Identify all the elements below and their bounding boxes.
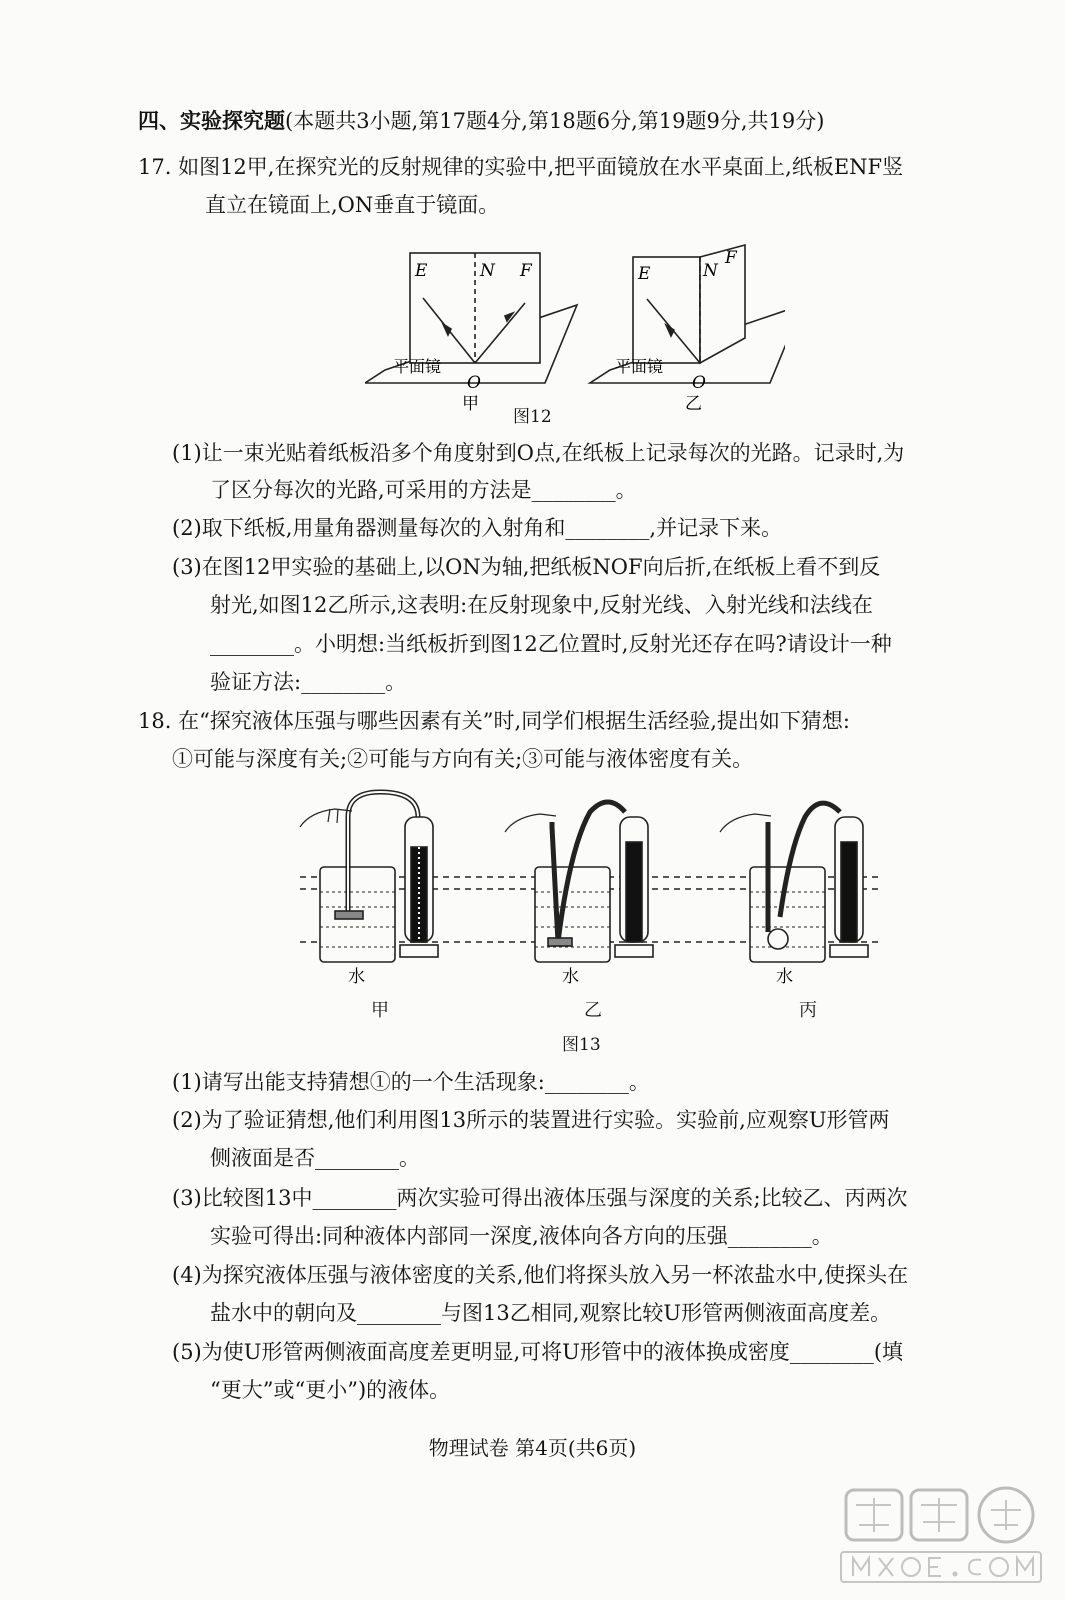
beaker-yi <box>535 867 610 962</box>
label-sub-left: 甲 <box>462 394 479 413</box>
q18-part5-line2: “更大”或“更小”)的液体。 <box>210 1378 451 1402</box>
label-sub-right: 乙 <box>685 394 702 413</box>
figure-13 <box>290 787 890 987</box>
q18-part4-line2: 盐水中的朝向及________与图13乙相同,观察比较U形管两侧液面高度差。 <box>210 1301 892 1325</box>
hand-jia <box>300 809 352 827</box>
q17-part1-line1: (1)让一束光贴着纸板沿多个角度射到O点,在纸板上记录每次的光路。记录时,为 <box>172 441 905 465</box>
label-O-right: O <box>692 373 706 393</box>
q18-part2-line2: 侧液面是否________。 <box>210 1146 420 1170</box>
apparatus-bing <box>720 803 868 962</box>
label-N-right: N <box>703 261 718 281</box>
watermark-logo <box>831 1480 1051 1592</box>
u-tube-base-yi <box>615 945 653 957</box>
figure-13-sub-bing: 丙 <box>799 1000 817 1021</box>
q18-part3-line2: 实验可得出:同种液体内部同一深度,液体向各方向的压强________。 <box>210 1224 833 1248</box>
q18-part4-line1: (4)为探究液体压强与液体密度的关系,他们将探头放入另一杯浓盐水中,使探头在 <box>172 1263 909 1287</box>
label-mirror-left: 平面镜 <box>393 357 442 376</box>
q18-part5-line1: (5)为使U形管两侧液面高度差更明显,可将U形管中的液体换成密度________(填 <box>172 1340 904 1364</box>
page-footer: 物理试卷 第4页(共6页) <box>428 1436 637 1460</box>
q17-stem-line2: 直立在镜面上,ON垂直于镜面。 <box>205 193 500 217</box>
figure-13-sub-jia: 甲 <box>371 1000 389 1021</box>
label-F-left: F <box>520 261 532 281</box>
q17-part3-line2: 射光,如图12乙所示,这表明:在反射现象中,反射光线、入射光线和法线在 <box>210 593 873 617</box>
label-F-right: F <box>725 248 737 268</box>
probe-head-yi <box>548 938 572 946</box>
label-mirror-right: 平面镜 <box>615 357 664 376</box>
figure-12 <box>365 243 785 413</box>
figure-12-caption: 图12 <box>513 407 552 427</box>
apparatus-yi <box>505 802 653 962</box>
probe-head-jia <box>335 911 363 919</box>
q17-stem-line1: 17. 如图12甲,在探究光的反射规律的实验中,把平面镜放在水平桌面上,纸板ENF竖 <box>138 155 904 179</box>
section-title: 四、实验探究题 <box>138 108 285 133</box>
u-tube-base-bing <box>830 945 868 957</box>
liquid-label-jia: 水 <box>348 967 365 987</box>
label-N-left: N <box>480 261 495 281</box>
q18-part3-line1: (3)比较图13中________两次实验可得出液体压强与深度的关系;比较乙、丙两次 <box>172 1186 908 1210</box>
liquid-label-bing: 水 <box>776 967 793 987</box>
q18-stem-line2: ①可能与深度有关;②可能与方向有关;③可能与液体密度有关。 <box>172 747 754 771</box>
figure-13-sub-yi: 乙 <box>584 1000 602 1021</box>
probe-head-bing <box>768 929 788 949</box>
section-header <box>138 106 824 136</box>
q18-stem-line1: 18. 在“探究液体压强与哪些因素有关”时,同学们根据生活经验,提出如下猜想: <box>138 709 850 733</box>
q17-part1-line2: 了区分每次的光路,可采用的方法是________。 <box>210 478 637 502</box>
label-E-left: E <box>415 261 428 281</box>
hand-yi <box>505 814 556 832</box>
figure-13-caption: 图13 <box>562 1035 601 1055</box>
label-E-right: E <box>638 264 651 284</box>
q18-part2-line1: (2)为了验证猜想,他们利用图13所示的装置进行实验。实验前,应观察U形管两 <box>172 1108 890 1132</box>
liquid-label-yi: 水 <box>562 967 579 987</box>
q17-part2-line1: (2)取下纸板,用量角器测量每次的入射角和________,并记录下来。 <box>172 516 783 540</box>
hand-bing <box>720 814 771 832</box>
q17-part3-line3: ________。小明想:当纸板折到图12乙位置时,反射光还存在吗?请设计一种 <box>210 632 892 656</box>
q17-part3-line1: (3)在图12甲实验的基础上,以ON为轴,把纸板NOF向后折,在纸板上看不到反 <box>172 555 881 579</box>
apparatus-jia <box>300 792 438 962</box>
q18-part1-line1: (1)请写出能支持猜想①的一个生活现象:________。 <box>172 1070 650 1094</box>
section-note: (本题共3小题,第17题4分,第18题6分,第19题9分,共19分) <box>285 109 825 133</box>
u-tube-base-jia <box>400 945 438 957</box>
label-O-left: O <box>467 373 481 393</box>
q17-part3-line4: 验证方法:________。 <box>210 670 407 694</box>
